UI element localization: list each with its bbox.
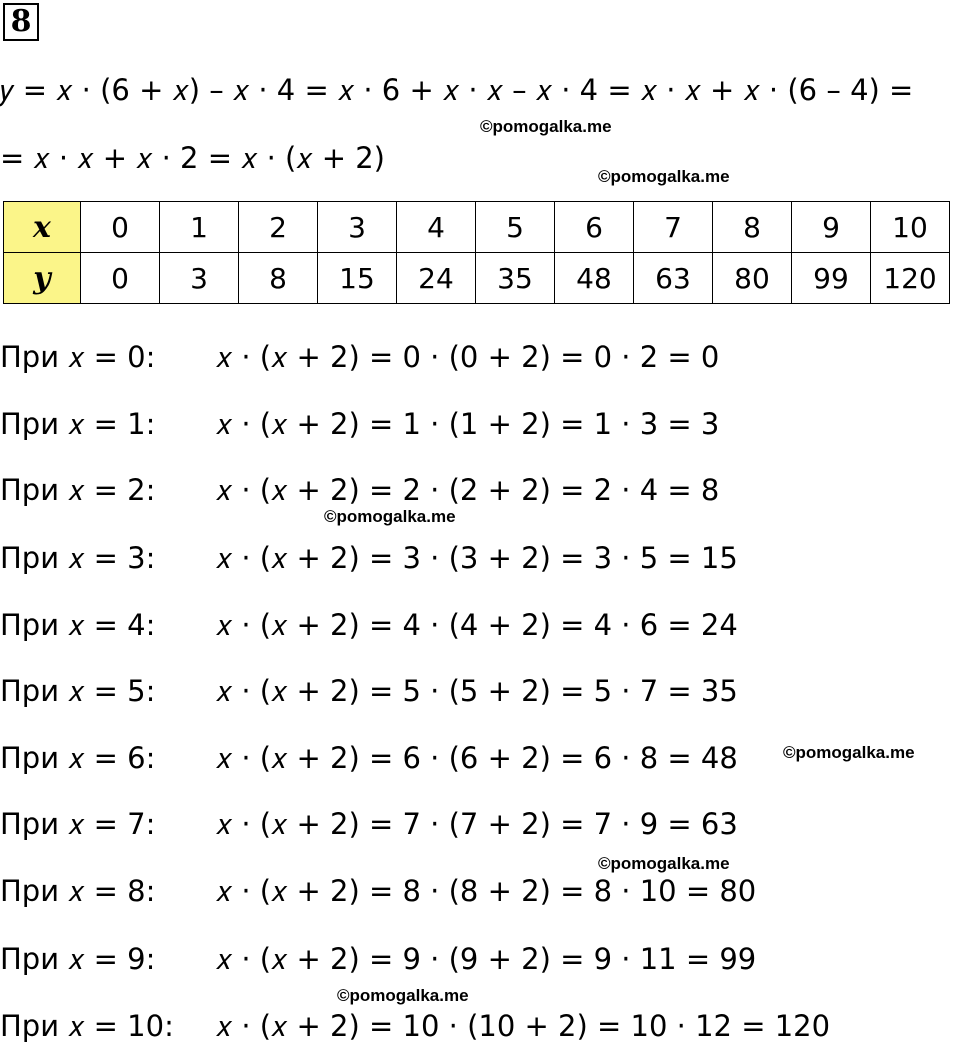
x-cell: 9	[792, 202, 871, 253]
row-calc: 𝑥 · (𝑥 + 2) = 1 · (1 + 2) = 1 · 3 = 3	[216, 407, 720, 441]
row-label: При 𝑥 = 10:	[0, 1009, 174, 1043]
row-label: При 𝑥 = 2:	[0, 473, 156, 507]
row-label: При 𝑥 = 8:	[0, 874, 156, 908]
x-cell: 10	[871, 202, 950, 253]
row-label: При 𝑥 = 7:	[0, 807, 156, 841]
row-calc: 𝑥 · (𝑥 + 2) = 5 · (5 + 2) = 5 · 7 = 35	[216, 674, 738, 708]
x-cell: 0	[81, 202, 160, 253]
watermark: ©pomogalka.me	[337, 986, 469, 1005]
row-calc: 𝑥 · (𝑥 + 2) = 3 · (3 + 2) = 3 · 5 = 15	[216, 541, 738, 575]
x-cell: 1	[160, 202, 239, 253]
y-cell: 0	[81, 253, 160, 304]
x-cell: 5	[476, 202, 555, 253]
row-calc: 𝑥 · (𝑥 + 2) = 9 · (9 + 2) = 9 · 11 = 99	[216, 942, 757, 976]
equation-line-2: = 𝑥 · 𝑥 + 𝑥 · 2 = 𝑥 · (𝑥 + 2)	[0, 141, 385, 175]
watermark: ©pomogalka.me	[598, 167, 730, 186]
y-cell: 3	[160, 253, 239, 304]
x-header: 𝒙	[4, 202, 81, 253]
row-label: При 𝑥 = 3:	[0, 541, 156, 575]
task-number: 8	[3, 3, 39, 41]
y-cell: 8	[239, 253, 318, 304]
y-header: 𝒚	[4, 253, 81, 304]
x-cell: 3	[318, 202, 397, 253]
y-cell: 63	[634, 253, 713, 304]
row-calc: 𝑥 · (𝑥 + 2) = 2 · (2 + 2) = 2 · 4 = 8	[216, 473, 720, 507]
row-calc: 𝑥 · (𝑥 + 2) = 8 · (8 + 2) = 8 · 10 = 80	[216, 874, 757, 908]
watermark: ©pomogalka.me	[324, 507, 456, 526]
x-cell: 6	[555, 202, 634, 253]
y-row	[4, 253, 950, 304]
watermark: ©pomogalka.me	[480, 117, 612, 136]
y-cell: 48	[555, 253, 634, 304]
equation-line-1: 𝑦 = 𝑥 · (6 + 𝑥) – 𝑥 · 4 = 𝑥 · 6 + 𝑥 · 𝑥 – 𝑥 · 4 = 𝑥 · 𝑥 + 𝑥 · (6 – 4) =	[0, 73, 914, 107]
x-cell: 2	[239, 202, 318, 253]
row-calc: 𝑥 · (𝑥 + 2) = 4 · (4 + 2) = 4 · 6 = 24	[216, 608, 738, 642]
y-cell: 15	[318, 253, 397, 304]
row-label: При 𝑥 = 0:	[0, 340, 156, 374]
row-label: При 𝑥 = 9:	[0, 942, 156, 976]
watermark: ©pomogalka.me	[598, 854, 730, 873]
y-cell: 24	[397, 253, 476, 304]
y-cell: 35	[476, 253, 555, 304]
row-label: При 𝑥 = 6:	[0, 741, 156, 775]
row-label: При 𝑥 = 4:	[0, 608, 156, 642]
row-calc: 𝑥 · (𝑥 + 2) = 10 · (10 + 2) = 10 · 12 = 120	[216, 1009, 831, 1043]
row-calc: 𝑥 · (𝑥 + 2) = 7 · (7 + 2) = 7 · 9 = 63	[216, 807, 738, 841]
x-row	[4, 202, 950, 253]
watermark: ©pomogalka.me	[783, 743, 915, 762]
x-cell: 7	[634, 202, 713, 253]
values-table	[3, 201, 950, 304]
row-calc: 𝑥 · (𝑥 + 2) = 0 · (0 + 2) = 0 · 2 = 0	[216, 340, 720, 374]
row-label: При 𝑥 = 1:	[0, 407, 156, 441]
x-cell: 8	[713, 202, 792, 253]
y-cell: 120	[871, 253, 950, 304]
y-cell: 99	[792, 253, 871, 304]
x-cell: 4	[397, 202, 476, 253]
row-label: При 𝑥 = 5:	[0, 674, 156, 708]
y-cell: 80	[713, 253, 792, 304]
row-calc: 𝑥 · (𝑥 + 2) = 6 · (6 + 2) = 6 · 8 = 48	[216, 741, 738, 775]
